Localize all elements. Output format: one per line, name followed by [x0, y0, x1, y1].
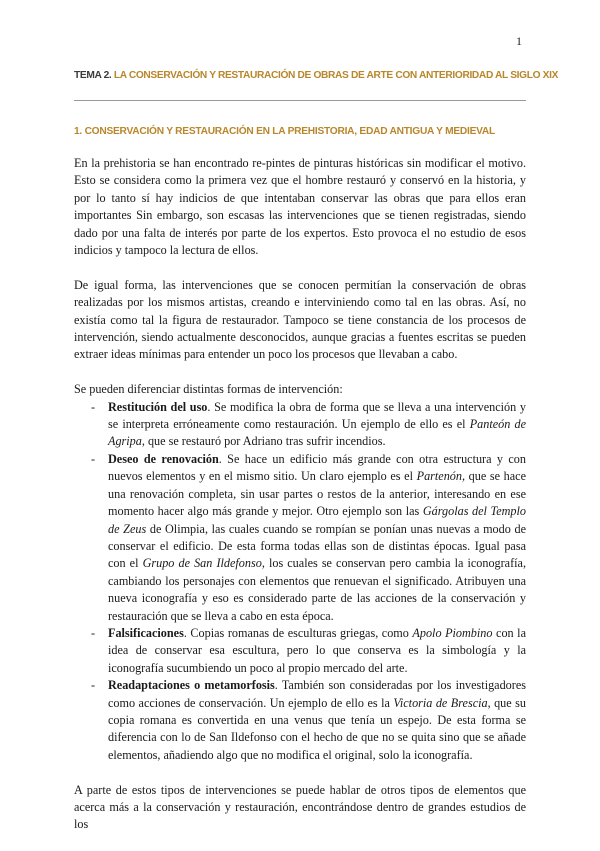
- list-item-text: , que se restauró por Adriano tras sufrir incendios.: [141, 434, 386, 449]
- list-item-term: Falsificaciones: [108, 625, 184, 640]
- header-title: LA CONSERVACIÓN Y RESTAURACIÓN DE OBRAS DE ARTE CON ANTERIORIDAD AL SIGLO XIX: [113, 70, 559, 81]
- list-item-term: Readaptaciones o metamorfosis: [108, 678, 275, 693]
- list-item-renovacion: [108, 451, 526, 625]
- list-item-text: . Copias romanas de esculturas griegas, como: [183, 625, 413, 640]
- list-item-text: de Olimpia, las cuales cuando se rompían se ponían unas nuevas a modo de conservar el edificio. De esta forma todas ellas son de distintas épocas. Igual pasa con el: [108, 521, 526, 571]
- paragraph-closing: A parte de estos tipos de intervenciones se puede hablar de otros tipos de elementos que acerca más a la conservación y restauración, encontrándose dentro de grandes estudios de los: [74, 782, 526, 832]
- list-item-text: con la idea de conservar esa escultura, pero lo que conserva es la simbología y la iconografía sucumbiendo un poco al propio mercado del arte.: [108, 625, 526, 675]
- page-number: 1: [516, 34, 522, 48]
- artwork-title: Partenón,: [416, 469, 466, 484]
- list-item-text: . Se modifica la obra de forma que se lleva a una intervención y se interpreta erróneamente como restauración. Un ejemplo de ello es el: [108, 399, 526, 432]
- list-item-restitucion: [108, 399, 526, 451]
- intervention-forms-list: [74, 399, 526, 765]
- paragraph-prehistory: En la prehistoria se han encontrado re-pintes de pinturas históricas sin modificar el motivo. Esto se considera como la primera vez que el hombre restauró y conservó en la historia, y por lo tanto sí hay indicios de que intentaban conservar las obras que para ellos eran importantes Sin embargo, son escasas las intervenciones que se tienen registradas, siendo dado por una falta de interés por parte de los expertos. Esto provoca el no estudio de esos indicios y tampoco la lectura de ellos.: [74, 156, 526, 258]
- list-item-readaptaciones: [108, 677, 526, 764]
- section-title: 1. CONSERVACIÓN Y RESTAURACIÓN EN LA PREHISTORIA, EDAD ANTIGUA Y MEDIEVAL: [74, 126, 495, 137]
- artwork-title: Gárgolas del Templo de Zeus: [108, 504, 526, 536]
- list-item-term: Deseo de renovación: [108, 451, 219, 466]
- document-header: [74, 70, 559, 81]
- list-item-term: Restitución del uso: [108, 399, 208, 414]
- artwork-title: Apolo Piombino: [412, 625, 493, 640]
- paragraph-forms-intro: Se pueden diferenciar distintas formas de intervención:: [74, 382, 343, 397]
- list-item-text: , que su copia romana es convertida en una venus que tenía un espejo. De esta forma se diferencia con lo de San Ildefonso con el hecho de que no se quita sino que se añade elementos, añadiendo algo que no modifica el original, solo la iconografía.: [108, 695, 526, 762]
- list-item-text: . También son consideradas por los investigadores como acciones de conservación. Un ejemplo de ello es la: [108, 678, 526, 710]
- artwork-title: Panteón de Agripa: [108, 417, 526, 449]
- header-divider: [74, 100, 526, 101]
- document-body: [74, 155, 526, 851]
- list-item-text: , los cuales se conservan pero cambia la iconografía, cambiando los personajes con elementos que renuevan el significado. Atribuyen una nueva iconografía y eso es considerado parte de las acciones de la conservación y restauración que se lleva a cabo en esta época.: [108, 556, 526, 623]
- list-item-text: que se hace una renovación completa, sin usar partes o restos de la anterior, interesando en ese momento hacer algo más grande y mejor. Otro ejemplo son las: [108, 469, 527, 519]
- list-item-falsificaciones: [108, 625, 526, 677]
- paragraph-interventions: De igual forma, las intervenciones que se conocen permitían la conservación de obras realizadas por los mismos artistas, creando e interviniendo como tal en las obras. Así, no existía como tal la figura de restaurador. Tampoco se tiene constancia de los procesos de intervención, siendo actualmente desconocidos, aunque gracias a fuentes escritas se pueden extraer ideas mínimas para entender un poco los procesos que llevaban a cabo.: [74, 277, 526, 362]
- list-item-text: . Se hace un edificio más grande con otra estructura y con nuevos elementos y en el mismo sitio. Un claro ejemplo es el: [108, 451, 526, 484]
- header-tema: TEMA 2.: [74, 70, 112, 81]
- artwork-title: Victoria de Brescia: [393, 695, 488, 710]
- artwork-title: Grupo de San Ildefonso: [142, 556, 262, 571]
